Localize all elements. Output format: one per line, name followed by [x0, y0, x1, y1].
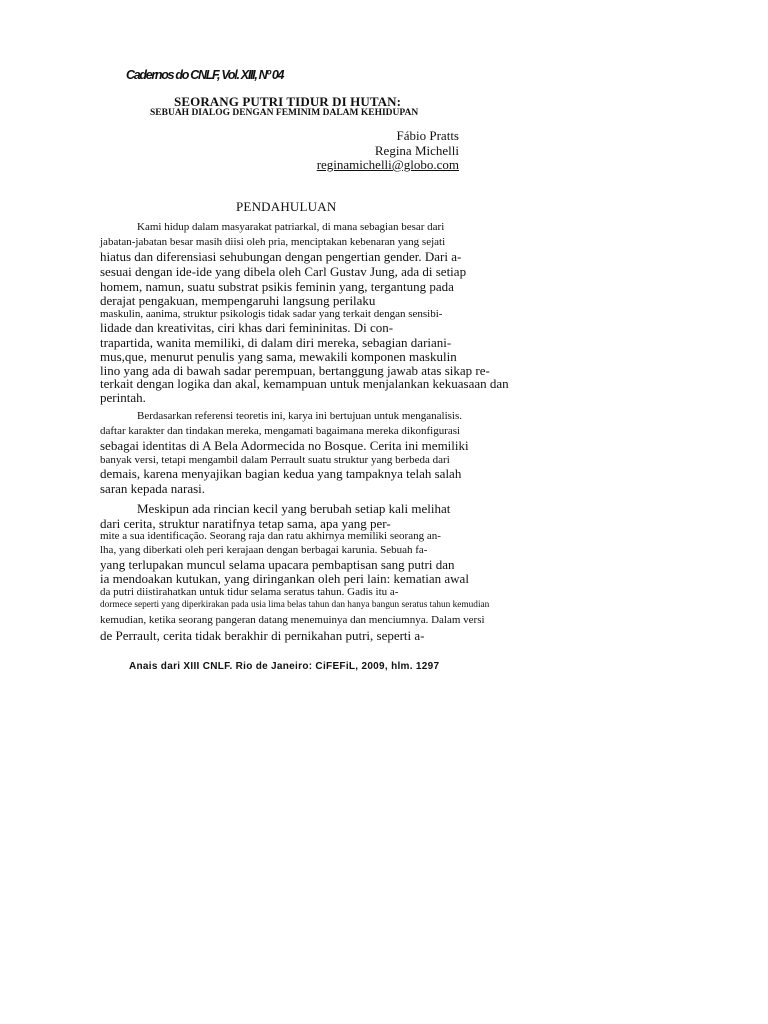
text-line: Meskipun ada rincian kecil yang berubah setiap kali melihat: [137, 501, 451, 516]
author-email-link[interactable]: reginamichelli@globo.com: [316, 157, 459, 172]
article-subtitle: SEBUAH DIALOG DENGAN FEMINIM DALAM KEHIDUPAN: [150, 108, 419, 118]
article-title: SEORANG PUTRI TIDUR DI HUTAN:: [174, 94, 402, 109]
text-line: daftar karakter dan tindakan mereka, mengamati bagaimana mereka dikonfigurasi: [100, 425, 461, 437]
text-line: lha, yang diberkati oleh peri kerajaan dengan berbagai karunia. Sebuah fa-: [100, 544, 428, 556]
text-line: demais, karena menyajikan bagian kedua yang tampaknya telah salah: [100, 466, 462, 481]
text-line: saran kepada narasi.: [100, 481, 206, 496]
text-line: Kami hidup dalam masyarakat patriarkal, di mana sebagian besar dari: [137, 221, 445, 233]
text-line: mus,que, menurut penulis yang sama, mewakili komponen maskulin: [100, 349, 457, 364]
text-line: de Perrault, cerita tidak berakhir di pernikahan putri, seperti a-: [100, 628, 425, 643]
text-line: hiatus dan diferensiasi sehubungan dengan pengertian gender. Dari a-: [100, 249, 462, 264]
text-line: terkait dengan logika dan akal, kemampuan untuk menjalankan kekuasaan dan: [100, 376, 509, 391]
text-line: da putri diistirahatkan untuk tidur selama seratus tahun. Gadis itu a-: [100, 586, 399, 598]
text-line: dari cerita, struktur naratifnya tetap sama, apa yang per-: [100, 516, 391, 531]
text-line: banyak versi, tetapi mengambil dalam Perrault suatu struktur yang berbeda dari: [100, 454, 450, 466]
text-line: mite a sua identificação. Seorang raja dan ratu akhirnya memiliki seorang an-: [100, 530, 441, 542]
author-name: Regina Michelli: [374, 143, 459, 158]
text-line: maskulin, aanima, struktur psikologis tidak sadar yang terkait dengan sensibi-: [100, 308, 443, 320]
text-line: homem, namun, suatu substrat psikis feminin yang, tergantung pada: [100, 279, 454, 294]
text-line: Berdasarkan referensi teoretis ini, karya ini bertujuan untuk menganalisis.: [137, 410, 463, 422]
section-heading: PENDAHULUAN: [236, 199, 337, 214]
text-line: jabatan-jabatan besar masih diisi oleh pria, menciptakan kebenaran yang sejati: [100, 236, 446, 248]
text-line: trapartida, wanita memiliki, di dalam diri mereka, sebagian dariani-: [100, 335, 452, 350]
text-line: kemudian, ketika seorang pangeran datang menemuinya dan menciumnya. Dalam versi: [100, 614, 485, 626]
text-line: sesuai dengan ide-ide yang dibela oleh Carl Gustav Jung, ada di setiap: [100, 264, 467, 279]
text-line: derajat pengakuan, mempengaruhi langsung perilaku: [100, 293, 376, 308]
text-line: lino yang ada di bawah sadar perempuan, bertanggung jawab atas sikap re-: [100, 363, 490, 378]
text-line: perintah.: [100, 390, 146, 405]
text-line: ia mendoakan kutukan, yang diringankan oleh peri lain: kematian awal: [100, 571, 469, 586]
page-footer: Anais dari XIII CNLF. Rio de Janeiro: CiFEFiL, 2009, hlm. 1297: [129, 661, 440, 672]
text-line: sebagai identitas di A Bela Adormecida no Bosque. Cerita ini memiliki: [100, 438, 469, 453]
journal-header: Cadernos do CNLF, Vol. XIII, Nº 04: [126, 68, 284, 82]
text-line: dormece seperti yang diperkirakan pada usia lima belas tahun dan hanya bangun seratus tahun kemudian: [100, 600, 490, 610]
author-name: Fábio Pratts: [396, 128, 459, 143]
text-line: lidade dan kreativitas, ciri khas dari femininitas. Di con-: [100, 320, 394, 335]
text-line: yang terlupakan muncul selama upacara pembaptisan sang putri dan: [100, 557, 455, 572]
